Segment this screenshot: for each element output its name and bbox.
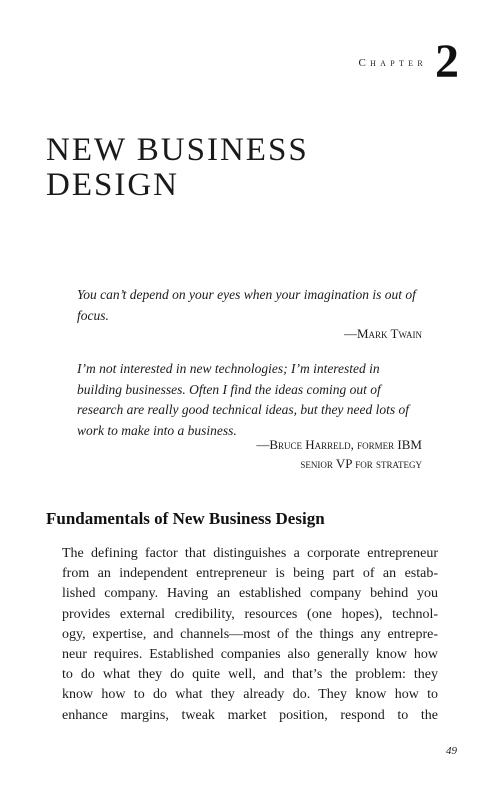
chapter-title-line: DESIGN (46, 167, 179, 203)
epigraph-quote: I’m not interested in new technologies; I’m interested in building businesses. Often I find the ideas coming out of research are really good technical ideas, but they need lots of work to make into a business. (77, 361, 410, 438)
body-line: enhance margins, tweak market position, respond to the (62, 707, 438, 723)
body-paragraph (62, 544, 438, 726)
epigraph-attribution (344, 324, 422, 343)
body-line: lished company. Having an established company behind you (62, 586, 438, 602)
attribution-line: senior VP for strategy (300, 456, 422, 471)
epigraph-attribution (162, 435, 422, 473)
body-line: The defining factor that distinguishes a corporate entrepreneur (62, 546, 438, 561)
body-line: neur requires. Established companies also generally know how (62, 646, 438, 662)
chapter-label: Chapter (358, 57, 427, 69)
epigraph-quote: You can’t depend on your eyes when your imagination is out of focus. (77, 287, 416, 323)
body-line: provides external credibility, resources (one hopes), technol- (62, 606, 438, 622)
body-line: from an independent entrepreneur is being part of an estab- (62, 566, 438, 582)
body-line: ogy, expertise, and channels—most of the things any entrepre- (62, 626, 438, 642)
chapter-title-line: NEW BUSINESS (46, 132, 309, 168)
chapter-number: 2 (435, 35, 459, 88)
page-number: 49 (446, 745, 457, 757)
section-heading: Fundamentals of New Business Design (46, 509, 325, 528)
attribution-line: —Bruce Harreld, former IBM (256, 437, 422, 452)
chapter-title (46, 133, 366, 203)
attribution-line: —Mark Twain (343, 326, 422, 341)
body-line: to do what they do quite well, and that’s the problem: they (62, 667, 438, 683)
body-line: know how to do what they already do. They know how to (62, 687, 438, 703)
